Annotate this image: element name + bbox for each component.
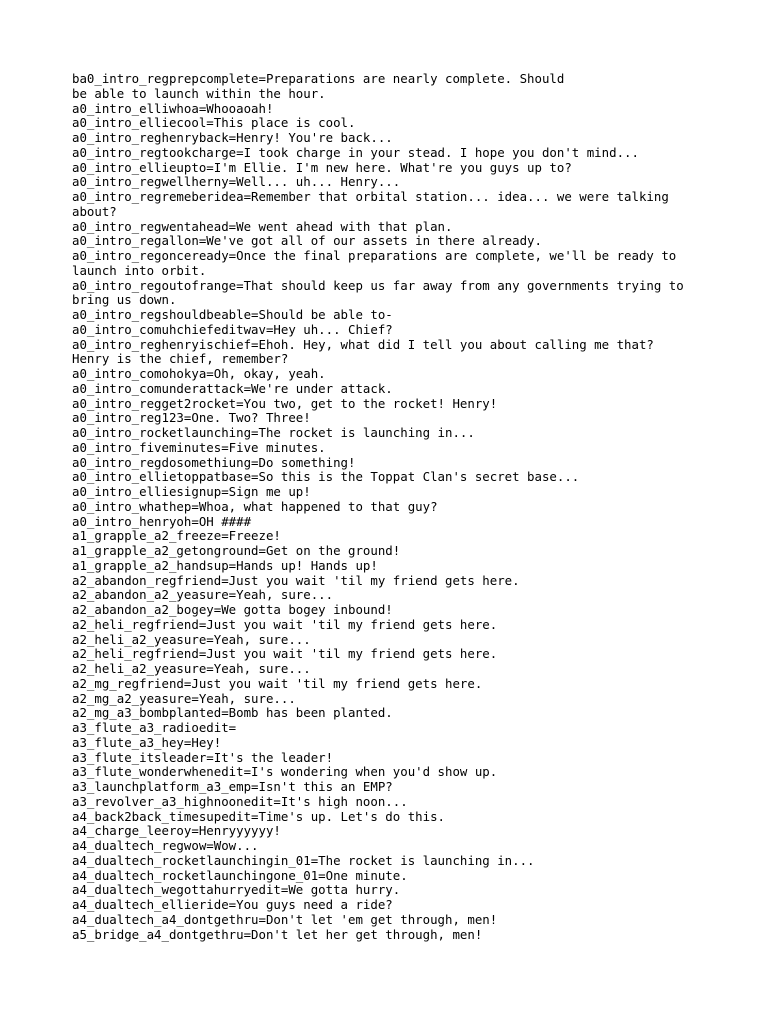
text-line: a3_launchplatform_a3_emp=Isn't this an EMP?	[72, 779, 393, 794]
text-line: a0_intro_regdosomethiung=Do something!	[72, 454, 356, 470]
text-line: a4_dualtech_wegottahurryedit=We gotta hurry.	[72, 882, 401, 898]
text-line: a3_flute_wonderwhenedit=I's wondering when you'd show up.	[72, 764, 498, 780]
text-line: a2_abandon_a2_bogey=We gotta bogey inbound!	[72, 602, 393, 617]
text-line: a3_revolver_a3_highnoonedit=It's high noon...	[72, 793, 408, 809]
text-line: a0_intro_elliecool=This place is cool.	[72, 115, 356, 131]
text-line: a4_dualtech_rocketlaunchingone_01=One minute.	[72, 867, 408, 883]
text-line: a2_abandon_a2_yeasure=Yeah, sure...	[72, 587, 334, 603]
text-line: a3_flute_itsleader=It's the leader!	[72, 749, 334, 765]
text-line: a2_mg_a2_yeasure=Yeah, sure...	[72, 690, 296, 706]
text-line: a0_intro_elliwhoa=Whooaoah!	[72, 100, 274, 116]
text-line: a0_intro_regonceready=Once the final preparations are complete, we'll be ready to	[72, 248, 677, 263]
text-line: be able to launch within the hour.	[72, 85, 326, 101]
document-page	[72, 72, 712, 942]
text-line: a4_dualtech_a4_dontgethru=Don't let 'em get through, men!	[72, 911, 498, 927]
text-line: a4_charge_leeroy=Henryyyyyy!	[72, 823, 281, 839]
text-line: a2_heli_regfriend=Just you wait 'til my friend gets here.	[72, 616, 498, 632]
text-line: a4_back2back_timesupedit=Time's up. Let's do this.	[72, 808, 445, 824]
text-line: a0_intro_comuhchiefeditwav=Hey uh... Chief?	[72, 321, 393, 337]
text-line: a0_intro_henryoh=OH ####	[72, 513, 252, 529]
text-line: a4_dualtech_regwow=Wow...	[72, 838, 259, 853]
text-line: a0_intro_comunderattack=We're under attack.	[72, 380, 393, 396]
text-line: a2_mg_regfriend=Just you wait 'til my friend gets here.	[72, 675, 483, 691]
text-line: about?	[72, 203, 117, 219]
text-line: a0_intro_reghenryischief=Ehoh. Hey, what did I tell you about calling me that?	[72, 336, 654, 352]
text-line: a0_intro_regwellherny=Well... uh... Henry...	[72, 174, 401, 190]
text-line: a0_intro_whathep=Whoa, what happened to that guy?	[72, 498, 438, 514]
text-line: a3_flute_a3_radioedit=	[72, 720, 237, 735]
text-line: a0_intro_comohokya=Oh, okay, yeah.	[72, 366, 326, 381]
text-line: a2_heli_a2_yeasure=Yeah, sure...	[72, 661, 311, 676]
text-line: ba0_intro_regprepcomplete=Preparations are nearly complete. Should	[72, 71, 565, 86]
text-line: a0_intro_regshouldbeable=Should be able to-	[72, 307, 393, 322]
text-line: a2_abandon_regfriend=Just you wait 'til my friend gets here.	[72, 572, 520, 588]
text-line: a1_grapple_a2_freeze=Freeze!	[72, 528, 281, 544]
text-line: a3_flute_a3_hey=Hey!	[72, 734, 222, 750]
text-line: a0_intro_ellietoppatbase=So this is the Toppat Clan's secret base...	[72, 469, 580, 485]
text-line: a0_intro_ellieupto=I'm Ellie. I'm new here. What're you guys up to?	[72, 159, 572, 175]
text-line: a1_grapple_a2_handsup=Hands up! Hands up!	[72, 557, 378, 573]
text-line: a4_dualtech_ellieride=You guys need a ride?	[72, 897, 393, 912]
text-line: a0_intro_reghenryback=Henry! You're back...	[72, 130, 393, 145]
text-line: a0_intro_regtookcharge=I took charge in your stead. I hope you don't mind...	[72, 144, 639, 160]
text-line: a2_mg_a3_bombplanted=Bomb has been planted.	[72, 705, 393, 721]
text-line: Henry is the chief, remember?	[72, 351, 289, 367]
text-line: a0_intro_elliesignup=Sign me up!	[72, 484, 311, 499]
text-line: a0_intro_regallon=We've got all of our assets in there already.	[72, 233, 542, 249]
text-line: a2_heli_regfriend=Just you wait 'til my friend gets here.	[72, 646, 498, 662]
text-line: a0_intro_regoutofrange=That should keep us far away from any governments trying to	[72, 277, 684, 293]
text-line: bring us down.	[72, 292, 177, 308]
text-line: a0_intro_regremeberidea=Remember that orbital station... idea... we were talking	[72, 189, 669, 204]
text-line: a5_bridge_a4_dontgethru=Don't let her get through, men!	[72, 926, 483, 942]
text-line: a0_intro_reg123=One. Two? Three!	[72, 410, 311, 426]
text-line: a0_intro_regwentahead=We went ahead with that plan.	[72, 218, 453, 234]
text-line: a0_intro_regget2rocket=You two, get to the rocket! Henry!	[72, 395, 498, 411]
text-line: a0_intro_rocketlaunching=The rocket is launching in...	[72, 425, 475, 440]
text-line: a0_intro_fiveminutes=Five minutes.	[72, 439, 326, 455]
text-line: a2_heli_a2_yeasure=Yeah, sure...	[72, 631, 311, 647]
text-line: a4_dualtech_rocketlaunchingin_01=The rocket is launching in...	[72, 852, 535, 868]
text-line: a1_grapple_a2_getonground=Get on the ground!	[72, 543, 401, 558]
text-line: launch into orbit.	[72, 262, 207, 278]
